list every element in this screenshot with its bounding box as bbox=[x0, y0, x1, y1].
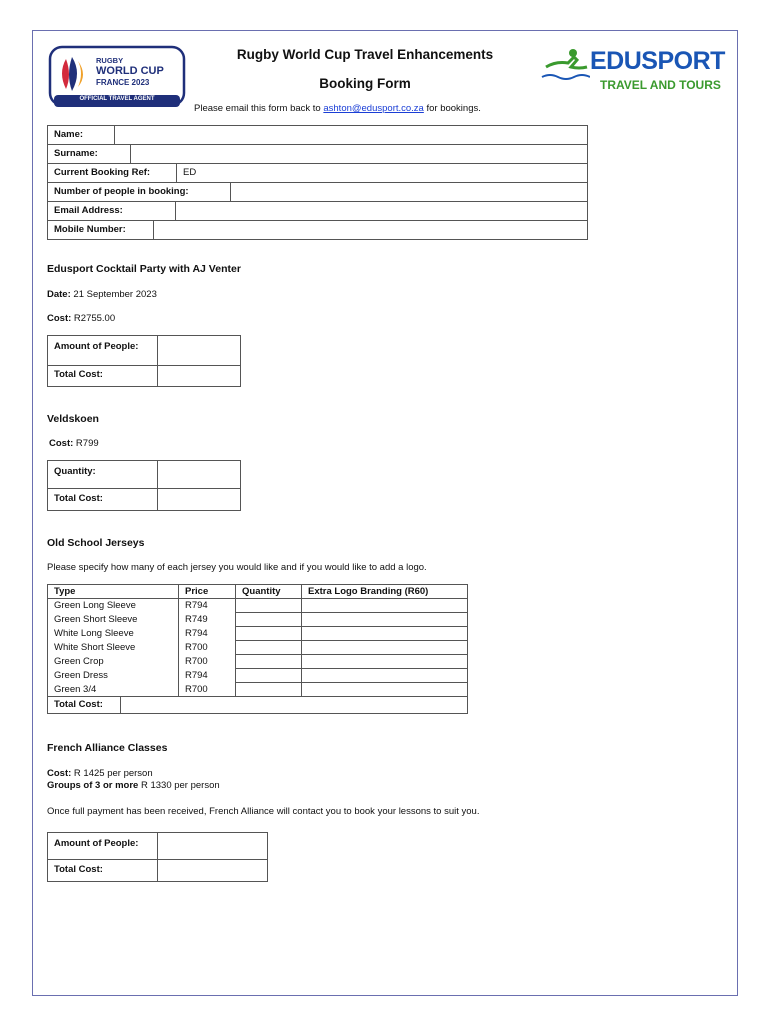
french-note: Once full payment has been received, French Alliance will contact you to book your lessons to suit you. bbox=[47, 806, 480, 817]
jerseys-heading: Old School Jerseys bbox=[47, 537, 145, 549]
french-box bbox=[47, 832, 268, 882]
jersey-price: R700 bbox=[179, 683, 236, 697]
french-people-input[interactable] bbox=[158, 833, 267, 859]
form-subtitle: Booking Form bbox=[319, 76, 411, 91]
french-groups bbox=[47, 780, 220, 791]
form-title: Rugby World Cup Travel Enhancements bbox=[236, 47, 494, 62]
cocktail-box bbox=[47, 335, 241, 387]
edusport-logo bbox=[540, 45, 725, 97]
date-value: 21 September 2023 bbox=[70, 289, 157, 300]
jersey-quantity-input[interactable] bbox=[236, 683, 302, 697]
cost-value: R2755.00 bbox=[71, 313, 116, 324]
groups-label: Groups of 3 or more bbox=[47, 780, 139, 791]
field-label: Current Booking Ref: bbox=[48, 164, 177, 182]
table-header-row bbox=[48, 585, 468, 599]
jersey-logo-input[interactable] bbox=[302, 627, 468, 641]
jersey-type: Green Dress bbox=[48, 669, 179, 683]
jersey-logo-input[interactable] bbox=[302, 613, 468, 627]
rwc-logo-line2: WORLD CUP bbox=[96, 65, 164, 77]
cost-value: R799 bbox=[73, 438, 99, 449]
email-instruction bbox=[194, 103, 481, 114]
jersey-quantity-input[interactable] bbox=[236, 613, 302, 627]
jerseys-instructions: Please specify how many of each jersey you would like and if you would like to add a logo. bbox=[47, 562, 427, 573]
veldskoen-total-input[interactable] bbox=[158, 489, 240, 510]
rwc-logo-line1: RUGBY bbox=[96, 56, 124, 65]
jersey-quantity-input[interactable] bbox=[236, 669, 302, 683]
jersey-quantity-input[interactable] bbox=[236, 641, 302, 655]
cost-label: Cost: bbox=[49, 438, 74, 449]
col-logo: Extra Logo Branding (R60) bbox=[302, 585, 468, 599]
cost-label: Cost: bbox=[47, 768, 72, 779]
surname-input[interactable] bbox=[131, 145, 587, 163]
email-link[interactable]: ashton@edusport.co.za bbox=[323, 103, 424, 114]
field-label: Surname: bbox=[48, 145, 131, 163]
jersey-price: R794 bbox=[179, 627, 236, 641]
cocktail-date bbox=[47, 289, 157, 300]
col-type: Type bbox=[48, 585, 179, 599]
total-cell bbox=[48, 697, 468, 714]
veldskoen-box bbox=[47, 460, 241, 511]
field-booking-ref bbox=[48, 164, 587, 183]
total-row bbox=[48, 697, 468, 714]
email-input[interactable] bbox=[176, 202, 587, 220]
field-label: Mobile Number: bbox=[48, 221, 154, 239]
cocktail-total-row bbox=[48, 366, 240, 386]
jersey-price: R794 bbox=[179, 669, 236, 683]
table-row bbox=[48, 655, 468, 669]
jersey-logo-input[interactable] bbox=[302, 655, 468, 669]
jerseys-total-input[interactable] bbox=[121, 697, 467, 713]
field-mobile bbox=[48, 221, 587, 239]
french-people-row bbox=[48, 833, 267, 860]
jersey-price: R794 bbox=[179, 599, 236, 613]
field-people-count bbox=[48, 183, 587, 202]
people-count-input[interactable] bbox=[231, 183, 587, 201]
jersey-logo-input[interactable] bbox=[302, 599, 468, 613]
cocktail-people-input[interactable] bbox=[158, 336, 240, 365]
date-label: Date: bbox=[47, 289, 71, 300]
field-name bbox=[48, 126, 587, 145]
jersey-type: White Long Sleeve bbox=[48, 627, 179, 641]
box-label: Amount of People: bbox=[48, 833, 158, 859]
rwc-logo-line3: FRANCE 2023 bbox=[96, 78, 150, 87]
veldskoen-heading: Veldskoen bbox=[47, 413, 99, 425]
edusport-tagline: TRAVEL AND TOURS bbox=[600, 78, 721, 92]
field-label: Email Address: bbox=[48, 202, 176, 220]
veldskoen-quantity-row bbox=[48, 461, 240, 489]
name-input[interactable] bbox=[115, 126, 587, 144]
table-row bbox=[48, 613, 468, 627]
mobile-input[interactable] bbox=[154, 221, 587, 239]
edusport-name: EDUSPORT bbox=[590, 47, 725, 75]
jersey-type: Green Crop bbox=[48, 655, 179, 669]
col-quantity: Quantity bbox=[236, 585, 302, 599]
rwc-logo bbox=[48, 45, 186, 109]
table-row bbox=[48, 683, 468, 697]
jersey-logo-input[interactable] bbox=[302, 683, 468, 697]
jersey-quantity-input[interactable] bbox=[236, 655, 302, 669]
jersey-type: Green Long Sleeve bbox=[48, 599, 179, 613]
french-total-input[interactable] bbox=[158, 860, 267, 881]
booking-info-table bbox=[47, 125, 588, 240]
field-email bbox=[48, 202, 587, 221]
box-label: Quantity: bbox=[48, 461, 158, 488]
jersey-price: R749 bbox=[179, 613, 236, 627]
jersey-quantity-input[interactable] bbox=[236, 599, 302, 613]
field-surname bbox=[48, 145, 587, 164]
jersey-quantity-input[interactable] bbox=[236, 627, 302, 641]
box-label: Amount of People: bbox=[48, 336, 158, 365]
french-cost bbox=[47, 768, 153, 779]
jersey-price: R700 bbox=[179, 641, 236, 655]
booking-ref-input[interactable]: ED bbox=[183, 167, 197, 178]
cocktail-total-input[interactable] bbox=[158, 366, 240, 386]
jersey-price: R700 bbox=[179, 655, 236, 669]
veldskoen-total-row bbox=[48, 489, 240, 510]
swimmer-icon bbox=[540, 47, 590, 83]
french-total-row bbox=[48, 860, 267, 881]
cost-label: Cost: bbox=[47, 313, 72, 324]
field-label: Name: bbox=[48, 126, 115, 144]
jersey-logo-input[interactable] bbox=[302, 641, 468, 655]
veldskoen-cost bbox=[49, 438, 99, 449]
col-price: Price bbox=[179, 585, 236, 599]
table-row bbox=[48, 669, 468, 683]
box-label: Total Cost: bbox=[48, 860, 158, 881]
box-label: Total Cost: bbox=[48, 489, 158, 510]
jersey-type: White Short Sleeve bbox=[48, 641, 179, 655]
cocktail-people-row bbox=[48, 336, 240, 366]
rwc-logo-banner: OFFICIAL TRAVEL AGENT bbox=[79, 96, 155, 102]
veldskoen-quantity-input[interactable] bbox=[158, 461, 240, 488]
table-row bbox=[48, 641, 468, 655]
email-suffix: for bookings. bbox=[423, 103, 481, 114]
cost-value: R 1425 per person bbox=[71, 768, 153, 779]
box-label: Total Cost: bbox=[48, 366, 158, 386]
jersey-type: Green 3/4 bbox=[48, 683, 179, 697]
table-row bbox=[48, 627, 468, 641]
groups-value: R 1330 per person bbox=[138, 780, 220, 791]
french-heading: French Alliance Classes bbox=[47, 742, 168, 754]
jersey-logo-input[interactable] bbox=[302, 669, 468, 683]
email-prefix: Please email this form back to bbox=[194, 103, 324, 114]
jersey-type: Green Short Sleeve bbox=[48, 613, 179, 627]
jerseys-table bbox=[47, 584, 468, 714]
cocktail-heading: Edusport Cocktail Party with AJ Venter bbox=[47, 263, 241, 275]
cocktail-cost bbox=[47, 313, 115, 324]
total-label: Total Cost: bbox=[48, 697, 121, 713]
field-label: Number of people in booking: bbox=[48, 183, 231, 201]
table-row bbox=[48, 599, 468, 613]
